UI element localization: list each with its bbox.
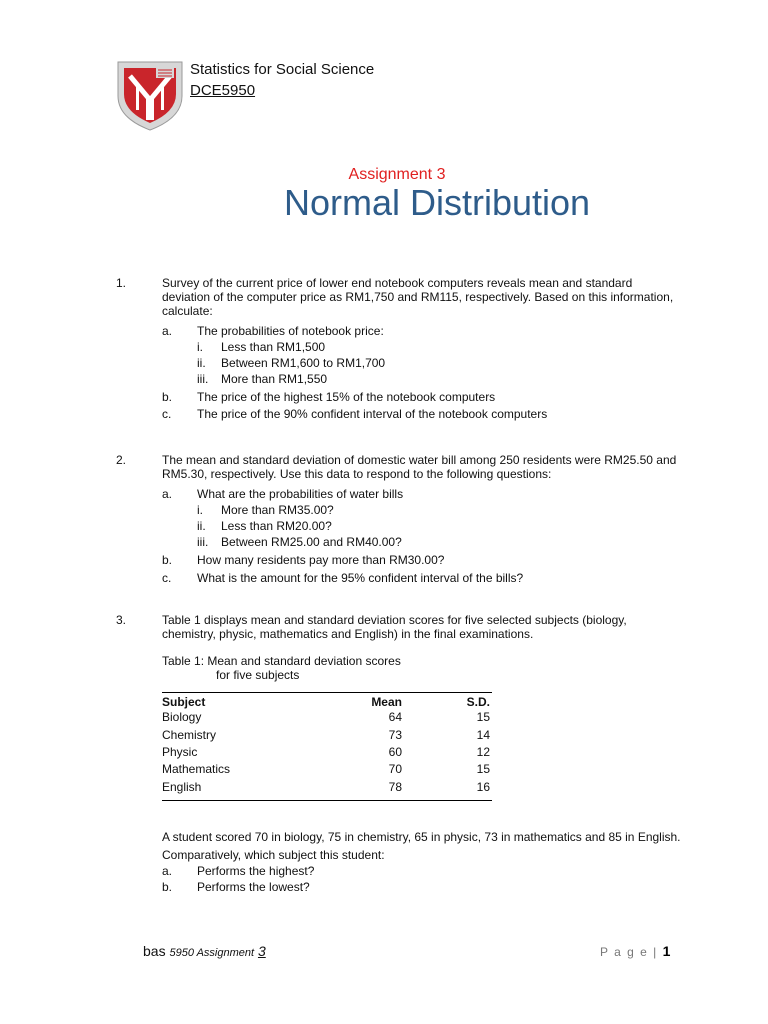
q3-text: Table 1 displays mean and standard deviation scores for five selected subjects (biology, chemistry, physic, mathematics and English) in the final examinations. bbox=[162, 613, 627, 641]
q2-a-ii-text: Less than RM20.00? bbox=[221, 519, 332, 533]
q1-text: Survey of the current price of lower end notebook computers reveals mean and standard deviation of the computer price as RM1,750 and RM115, respectively. Based on this information, calculate: bbox=[162, 276, 674, 318]
q3-follow-text: A student scored 70 in biology, 75 in chemistry, 65 in physic, 73 in mathematics and 85 in English. Comparatively, which subject this student: bbox=[162, 830, 681, 862]
page-title: Normal Distribution bbox=[283, 182, 591, 223]
q1-a-label: a. bbox=[162, 324, 173, 338]
table-row-mean: 70 bbox=[388, 762, 402, 776]
q1-a-ii-text: Between RM1,600 to RM1,700 bbox=[221, 356, 386, 370]
q1-a-text: The probabilities of notebook price: bbox=[197, 324, 384, 338]
q2-a-ii-label: ii. bbox=[197, 519, 206, 533]
table-top-rule bbox=[162, 692, 492, 693]
q1-a-i-text: Less than RM1,500 bbox=[221, 340, 326, 354]
table-header-sd: S.D. bbox=[466, 695, 490, 709]
table-row-subject: Chemistry bbox=[162, 728, 217, 742]
course-code: DCE5950 bbox=[190, 82, 256, 99]
q3-b-label: b. bbox=[162, 880, 173, 894]
table-row-subject: Mathematics bbox=[162, 762, 231, 776]
table-row-sd: 12 bbox=[476, 745, 490, 759]
q1-a-iii-text: More than RM1,550 bbox=[221, 372, 328, 386]
page-number: 1 bbox=[662, 943, 671, 959]
q3-number: 3. bbox=[116, 613, 127, 627]
q2-b-label: b. bbox=[162, 553, 173, 567]
q3-b-text: Performs the lowest? bbox=[197, 880, 310, 894]
table-row-sd: 15 bbox=[476, 762, 490, 776]
table-row-subject: Biology bbox=[162, 710, 202, 724]
table-bottom-rule bbox=[162, 800, 492, 801]
footer-assignment-number: 3 bbox=[257, 943, 266, 959]
q1-a-i-label: i. bbox=[197, 340, 203, 354]
table-caption: Table 1: Mean and standard deviation scores bbox=[162, 654, 401, 668]
q2-c-text: What is the amount for the 95% confident interval of the bills? bbox=[197, 571, 524, 585]
q2-a-text: What are the probabilities of water bills bbox=[197, 487, 404, 501]
footer-left bbox=[143, 943, 266, 959]
assignment-label: Assignment 3 bbox=[348, 166, 446, 183]
q2-c-label: c. bbox=[162, 571, 172, 585]
q1-number: 1. bbox=[116, 276, 127, 290]
q1-c-label: c. bbox=[162, 407, 172, 421]
university-logo bbox=[116, 60, 184, 132]
q1-a-iii-label: iii. bbox=[197, 372, 209, 386]
q1-a-ii-label: ii. bbox=[197, 356, 206, 370]
table-row-sd: 16 bbox=[476, 780, 490, 794]
q1-b-text: The price of the highest 15% of the notebook computers bbox=[197, 390, 496, 404]
q2-a-label: a. bbox=[162, 487, 173, 501]
q1-b-label: b. bbox=[162, 390, 173, 404]
table-caption-continued: for five subjects bbox=[216, 668, 300, 682]
table-row-sd: 15 bbox=[476, 710, 490, 724]
table-row-mean: 60 bbox=[388, 745, 402, 759]
table-row-mean: 64 bbox=[388, 710, 402, 724]
q2-text: The mean and standard deviation of domestic water bill among 250 residents were RM25.50 and RM5.30, respectively. Use this data to respond to the following questions: bbox=[162, 453, 677, 481]
q2-a-i-label: i. bbox=[197, 503, 203, 517]
table-row-subject: English bbox=[162, 780, 202, 794]
q2-a-i-text: More than RM35.00? bbox=[221, 503, 334, 517]
table-row-mean: 73 bbox=[388, 728, 402, 742]
q2-a-iii-text: Between RM25.00 and RM40.00? bbox=[221, 535, 402, 549]
table-header-mean: Mean bbox=[371, 695, 402, 709]
page-number-block bbox=[600, 943, 670, 959]
q1-c-text: The price of the 90% confident interval of the notebook computers bbox=[197, 407, 548, 421]
table-row-sd: 14 bbox=[476, 728, 490, 742]
footer-prefix: bas bbox=[143, 943, 166, 959]
table-row-subject: Physic bbox=[162, 745, 198, 759]
q2-b-text: How many residents pay more than RM30.00? bbox=[197, 553, 445, 567]
footer-assignment-text: 5950 Assignment bbox=[169, 947, 255, 959]
q2-a-iii-label: iii. bbox=[197, 535, 209, 549]
course-name: Statistics for Social Science bbox=[190, 61, 375, 78]
q3-a-text: Performs the highest? bbox=[197, 864, 315, 878]
q2-number: 2. bbox=[116, 453, 127, 467]
table-row-mean: 78 bbox=[388, 780, 402, 794]
q3-a-label: a. bbox=[162, 864, 173, 878]
table-header-subject: Subject bbox=[162, 695, 206, 709]
page-label: P a g e | bbox=[600, 945, 658, 959]
